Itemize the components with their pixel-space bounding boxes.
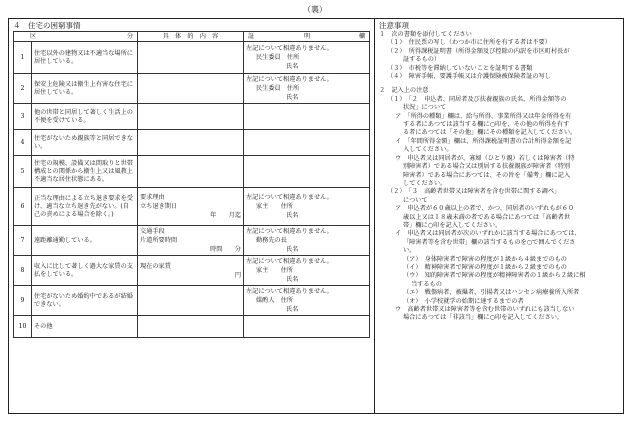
row-number: 3 (14, 104, 32, 130)
proof-line: 氏名 (286, 306, 299, 313)
note-line: 状況」について (403, 104, 447, 112)
row-category: 住宅の規模、設備又は間取りと世帯構成との関係から衛生上又は風教上不適当な居住状態にある。 (32, 156, 138, 188)
row-category: 住宅以外の建物又は不適当な場所に居住している。 (32, 42, 138, 74)
proof-line: 氏名 (286, 94, 299, 101)
note-line: 当するもの (411, 280, 442, 288)
proof-line: 左記について相違ありません。 (246, 288, 333, 295)
detail-line: 交通手段 (140, 228, 165, 235)
note-line: 入してください。 (403, 146, 453, 154)
table-row (14, 226, 370, 256)
row-number: 2 (14, 74, 32, 104)
note-line: 証するもの） (403, 56, 441, 64)
row-number: 6 (14, 188, 32, 226)
row-category: 収入に比して著しく過大な家賃の支払をしている。 (32, 256, 138, 286)
proof-line: 勤務先の長 (256, 237, 287, 244)
detail-line: 年 月迄 (210, 212, 241, 219)
row-proof (244, 286, 370, 316)
row-detail (138, 156, 244, 188)
row-number: 9 (14, 286, 32, 316)
proof-line: 氏名 (286, 276, 299, 283)
table-row (14, 42, 370, 74)
row-category: 住宅がないため親族等と同居できない。 (32, 130, 138, 156)
row-detail (138, 226, 244, 256)
table-row (14, 130, 370, 156)
row-number: 7 (14, 226, 32, 256)
housing-hardship-section (13, 21, 369, 338)
row-proof (244, 104, 370, 130)
note-line: 別障害者）である場合又は別居する扶養親族が障害者（特別 (403, 163, 571, 171)
row-number: 5 (14, 156, 32, 188)
note-line: ２ 記入上の注意 (379, 87, 429, 95)
row-proof (244, 316, 370, 338)
header-category (14, 32, 138, 42)
note-line: （エ） 戦傷病者、被爆者、引揚者又はハンセン病療養所入所者 (403, 289, 580, 297)
header-proof-right: 欄 (358, 33, 365, 40)
row-proof (244, 74, 370, 104)
page-title: （裏） (303, 5, 327, 14)
proof-line: 左記について相違ありません。 (246, 194, 333, 201)
row-proof (244, 156, 370, 188)
table-row (14, 74, 370, 104)
header-proof-mid: 明 (304, 33, 311, 40)
note-line: 歳以上又は１８歳未満の者である場合にあつては「高齢者世 (403, 213, 571, 221)
header-detail: 具 体 的 内 容 (138, 32, 244, 42)
note-line: （イ） 精神障害者で障害の程度が１級から２級までのもの (403, 263, 567, 271)
note-line: ア 申込者が６０歳以上の者で、かつ、同居者のいずれもが６０ (395, 205, 575, 213)
header-proof (244, 32, 370, 42)
note-line: してください。 (403, 179, 447, 187)
column-divider (374, 19, 375, 413)
detail-line: 円 (234, 271, 241, 279)
row-detail (138, 74, 244, 104)
table-row (14, 104, 370, 130)
note-line: １ 次の書類を添付してください (379, 31, 472, 38)
proof-line: 左記について相違ありません。 (246, 45, 333, 52)
row-detail (138, 188, 244, 226)
header-cat-right: 分 (126, 33, 133, 40)
proof-line: 左記について相違ありません。 (246, 228, 333, 235)
table-row (14, 256, 370, 286)
row-detail (138, 316, 244, 338)
detail-line: 時間 分 (210, 246, 241, 253)
note-line: ア 「所得の種類」欄は、給与所得、事業所得又は年金所得を有 (395, 112, 572, 120)
notes-title: 注意事項 (379, 21, 409, 30)
section-title: ４ 住宅の困窮事情 (13, 21, 81, 30)
note-line: 障害者）である場合にあつては、その旨を「備考」欄に記入 (403, 171, 571, 179)
row-number: 10 (14, 316, 32, 338)
hardship-table (13, 31, 370, 338)
row-proof (244, 42, 370, 74)
row-detail (138, 256, 244, 286)
detail-line: 要求理由 (140, 194, 165, 201)
row-category: その他 (32, 316, 138, 338)
row-category: 住宅がないため婚約中であるが結婚できない。 (32, 286, 138, 316)
proof-line: 家主 住所 (256, 203, 294, 210)
proof-line: 氏名 (286, 212, 299, 219)
table-header (14, 32, 370, 42)
notes-list (379, 31, 621, 323)
note-line: （オ） 小学校就学の始期に達するまでの者 (403, 297, 524, 305)
row-detail (138, 42, 244, 74)
note-line: 「障害者等を含む世帯」欄の該当するものを○で囲んでくださ (403, 238, 576, 246)
row-category: 正当な理由による立ち退き要求を受け、適当な立ち退き先がない。(自己の責めによる場合を除く。) (32, 188, 138, 226)
note-line: （２） 「３ 高齢者世帯又は障害者を含む世帯に関する調べ」 (387, 188, 561, 196)
form-frame (8, 18, 624, 414)
notes-section (379, 21, 621, 323)
proof-line: 左記について相違ありません。 (246, 258, 333, 265)
note-line: ウ 申込者又は同居者が、寡婦（ひとり親）若しくは障害者（特 (395, 154, 575, 162)
row-category: 他の世帯と同居して著しく生活上の不便を受けている。 (32, 104, 138, 130)
note-line: る者にあつては「その他」欄にその種類を記入してください。 (403, 129, 577, 137)
detail-line: 現在の家賃 (140, 262, 171, 270)
row-proof (244, 188, 370, 226)
note-line: （３） 市税等を滞納していないことを証明する書類 (387, 64, 533, 72)
row-number: 4 (14, 130, 32, 156)
proof-line: 民生委員 住所 (256, 85, 300, 92)
note-line: 場合にあつては「非該当」欄に○印を記入してください。 (403, 314, 564, 322)
note-line: （１） 「２ 申込者、同居者及び扶養親族の氏名、所得金額等の (387, 95, 567, 103)
header-cat-left: 区 (30, 33, 37, 40)
note-line: 帯」欄に○印を記入してください。 (403, 221, 502, 229)
row-detail (138, 104, 244, 130)
row-category: 遠距離通勤している。 (32, 226, 138, 256)
table-row (14, 188, 370, 226)
table-row (14, 286, 370, 316)
detail-line: 立ち退き期日 (140, 203, 178, 210)
note-line: について (403, 196, 428, 204)
note-line: ウ 高齢者世帯又は障害者等を含む世帯のいずれにも該当しない (395, 306, 575, 313)
note-line: （１） 住民票の写し（わつか市に住所を有する者は不要） (387, 39, 551, 47)
row-detail (138, 286, 244, 316)
proof-line: 氏名 (286, 246, 299, 253)
proof-line: 媒酌人 住所 (256, 297, 294, 304)
proof-line: 民生委員 住所 (256, 54, 300, 61)
proof-line: 左記について相違ありません。 (246, 76, 333, 83)
row-proof (244, 226, 370, 256)
note-line: （ア） 身体障害者で障害の程度が１級から４級までのもの (403, 255, 567, 263)
note-line: （４） 障害手帳、要護手帳又は介護保険被保険者証の写し (387, 73, 551, 81)
table-row (14, 316, 370, 338)
row-number: 1 (14, 42, 32, 74)
header-proof-left: 証 (248, 33, 255, 40)
row-proof (244, 256, 370, 286)
note-line: （ウ） 知的障害者で障害の程度が精神障害者の１級から２級に相 (403, 272, 586, 280)
detail-line: 片道所要時間 (140, 237, 178, 244)
note-line: する者にあつては該当する欄に○印を、その他の所得を有す (403, 121, 570, 129)
row-detail (138, 130, 244, 156)
note-line: （２） 所得課税証明書（所得金額及び控除の内訳を市区町村長が (387, 47, 570, 55)
proof-line: 氏名 (286, 63, 299, 70)
table-row (14, 156, 370, 188)
row-number: 8 (14, 256, 32, 286)
row-category: 保安上危険又は衛生上有害な住宅に居住している。 (32, 74, 138, 104)
row-proof (244, 130, 370, 156)
note-line: イ 「年間所得金額」欄は、所得課税証明書の合計所得金額を記 (395, 137, 572, 145)
proof-line: 家主 住所 (256, 267, 294, 274)
note-line: イ 申込者又は同居者が次のいずれかに該当する場合にあつては、 (395, 230, 581, 238)
note-line: い。 (403, 247, 416, 255)
